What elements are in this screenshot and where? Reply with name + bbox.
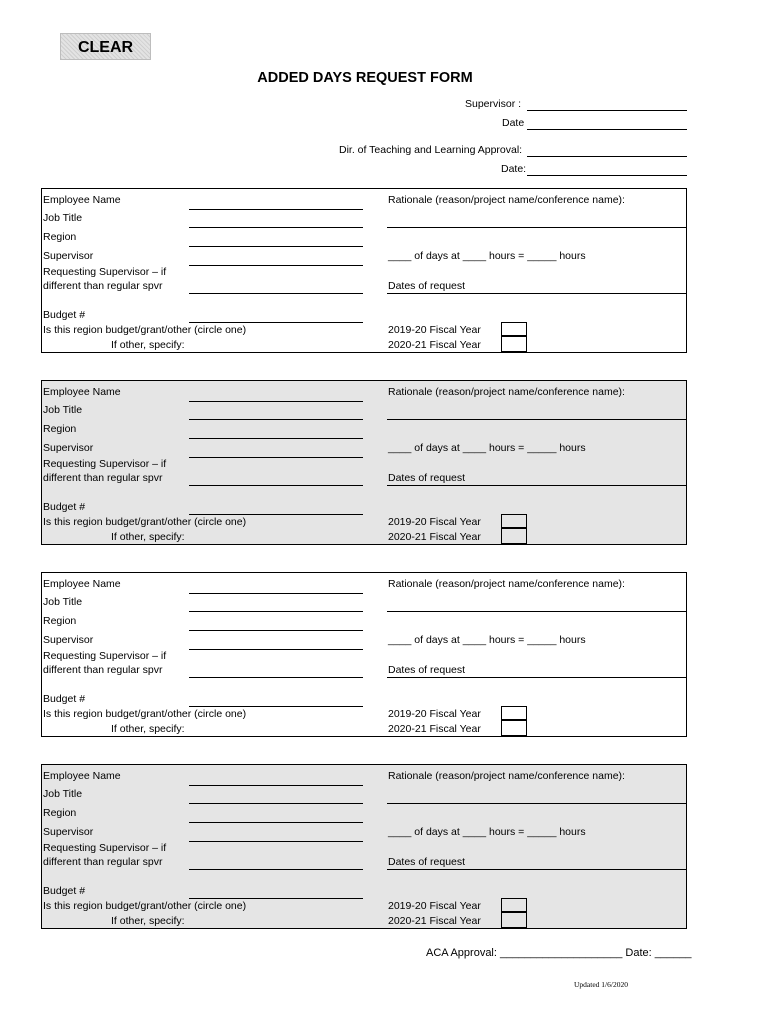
fy-2020-21-label: 2020-21 Fiscal Year: [388, 723, 481, 735]
job-title-field[interactable]: [189, 227, 363, 228]
if-other-label: If other, specify:: [111, 915, 185, 927]
job-title-label: Job Title: [43, 596, 83, 608]
dtl-approval-field[interactable]: [527, 156, 687, 157]
fy-2019-20-label: 2019-20 Fiscal Year: [388, 900, 481, 912]
requesting-supervisor-label: Requesting Supervisor – if: [43, 458, 167, 470]
days-hours-label: ____ of days at ____ hours = _____ hours: [388, 442, 586, 454]
job-title-field[interactable]: [189, 419, 363, 420]
employee-name-label: Employee Name: [43, 194, 121, 206]
fy-2020-21-checkbox[interactable]: [501, 528, 527, 544]
divider: [387, 869, 686, 870]
days-hours-label: ____ of days at ____ hours = _____ hours: [388, 826, 586, 838]
fy-2020-21-checkbox[interactable]: [501, 336, 527, 352]
supervisor-field[interactable]: [189, 649, 363, 650]
employee-name-label: Employee Name: [43, 770, 121, 782]
employee-name-field[interactable]: [189, 785, 363, 786]
supervisor-label: Supervisor :: [465, 98, 522, 110]
requesting-supervisor-label: Requesting Supervisor – if: [43, 650, 167, 662]
budget-label: Budget #: [43, 501, 86, 513]
dtl-approval-label: Dir. of Teaching and Learning Approval:: [339, 144, 523, 156]
rationale-field[interactable]: [387, 803, 686, 804]
if-other-label: If other, specify:: [111, 339, 185, 351]
rationale-label: Rationale (reason/project name/conference name):: [388, 386, 625, 398]
rationale-field[interactable]: [387, 419, 686, 420]
region-field[interactable]: [189, 822, 363, 823]
rationale-label: Rationale (reason/project name/conference name):: [388, 770, 625, 782]
date2-label: Date:: [501, 163, 527, 175]
if-other-label: If other, specify:: [111, 531, 185, 543]
requesting-supervisor-field[interactable]: [189, 485, 363, 486]
dates-of-request-label: Dates of request: [388, 664, 466, 676]
requesting-supervisor-label-2: different than regular spvr: [43, 856, 163, 868]
rationale-label: Rationale (reason/project name/conference name):: [388, 578, 625, 590]
region-field[interactable]: [189, 438, 363, 439]
requesting-supervisor-field[interactable]: [189, 293, 363, 294]
employee-request-block-4: [41, 764, 687, 929]
employee-name-field[interactable]: [189, 593, 363, 594]
region-budget-label: Is this region budget/grant/other (circle one): [43, 900, 247, 912]
fy-2020-21-label: 2020-21 Fiscal Year: [388, 531, 481, 543]
divider: [387, 485, 686, 486]
fy-2020-21-label: 2020-21 Fiscal Year: [388, 339, 481, 351]
region-field[interactable]: [189, 630, 363, 631]
page-title: ADDED DAYS REQUEST FORM: [257, 70, 473, 86]
dates-of-request-label: Dates of request: [388, 472, 466, 484]
employee-request-block-1: [41, 188, 687, 353]
budget-field[interactable]: [189, 706, 363, 707]
region-budget-label: Is this region budget/grant/other (circle one): [43, 516, 247, 528]
divider: [387, 293, 686, 294]
employee-request-block-3: [41, 572, 687, 737]
requesting-supervisor-field[interactable]: [189, 869, 363, 870]
region-label: Region: [43, 807, 77, 819]
budget-field[interactable]: [189, 322, 363, 323]
supervisor-label: Supervisor: [43, 634, 94, 646]
budget-label: Budget #: [43, 309, 86, 321]
supervisor-signature-field[interactable]: [527, 110, 687, 111]
requesting-supervisor-field[interactable]: [189, 677, 363, 678]
fy-2019-20-checkbox[interactable]: [501, 898, 527, 912]
requesting-supervisor-label-2: different than regular spvr: [43, 664, 163, 676]
job-title-label: Job Title: [43, 212, 83, 224]
requesting-supervisor-label: Requesting Supervisor – if: [43, 266, 167, 278]
fy-2020-21-checkbox[interactable]: [501, 912, 527, 928]
budget-field[interactable]: [189, 514, 363, 515]
employee-name-label: Employee Name: [43, 578, 121, 590]
region-label: Region: [43, 423, 77, 435]
supervisor-label: Supervisor: [43, 442, 94, 454]
region-label: Region: [43, 615, 77, 627]
fy-2019-20-checkbox[interactable]: [501, 706, 527, 720]
supervisor-field[interactable]: [189, 265, 363, 266]
region-budget-label: Is this region budget/grant/other (circle one): [43, 324, 247, 336]
if-other-label: If other, specify:: [111, 723, 185, 735]
days-hours-label: ____ of days at ____ hours = _____ hours: [388, 634, 586, 646]
date-label: Date: [502, 117, 525, 129]
dates-of-request-label: Dates of request: [388, 856, 466, 868]
fy-2019-20-label: 2019-20 Fiscal Year: [388, 516, 481, 528]
job-title-field[interactable]: [189, 611, 363, 612]
employee-name-label: Employee Name: [43, 386, 121, 398]
supervisor-field[interactable]: [189, 841, 363, 842]
fy-2019-20-checkbox[interactable]: [501, 322, 527, 336]
fy-2019-20-label: 2019-20 Fiscal Year: [388, 324, 481, 336]
employee-request-block-2: [41, 380, 687, 545]
budget-label: Budget #: [43, 885, 86, 897]
fy-2020-21-checkbox[interactable]: [501, 720, 527, 736]
supervisor-date-field[interactable]: [527, 129, 687, 130]
job-title-label: Job Title: [43, 404, 83, 416]
supervisor-field[interactable]: [189, 457, 363, 458]
updated-date: Updated 1/6/2020: [574, 980, 628, 989]
fy-2020-21-label: 2020-21 Fiscal Year: [388, 915, 481, 927]
region-budget-label: Is this region budget/grant/other (circle one): [43, 708, 247, 720]
region-field[interactable]: [189, 246, 363, 247]
employee-name-field[interactable]: [189, 209, 363, 210]
divider: [387, 677, 686, 678]
rationale-field[interactable]: [387, 611, 686, 612]
budget-field[interactable]: [189, 898, 363, 899]
days-hours-label: ____ of days at ____ hours = _____ hours: [388, 250, 586, 262]
job-title-field[interactable]: [189, 803, 363, 804]
job-title-label: Job Title: [43, 788, 83, 800]
requesting-supervisor-label: Requesting Supervisor – if: [43, 842, 167, 854]
rationale-field[interactable]: [387, 227, 686, 228]
aca-approval-line[interactable]: ACA Approval: ____________________ Date: ______: [426, 947, 692, 959]
supervisor-label: Supervisor: [43, 826, 94, 838]
budget-label: Budget #: [43, 693, 86, 705]
supervisor-label: Supervisor: [43, 250, 94, 262]
fy-2019-20-label: 2019-20 Fiscal Year: [388, 708, 481, 720]
requesting-supervisor-label-2: different than regular spvr: [43, 280, 163, 292]
dates-of-request-label: Dates of request: [388, 280, 466, 292]
region-label: Region: [43, 231, 77, 243]
employee-name-field[interactable]: [189, 401, 363, 402]
dtl-date-field[interactable]: [527, 175, 687, 176]
requesting-supervisor-label-2: different than regular spvr: [43, 472, 163, 484]
fy-2019-20-checkbox[interactable]: [501, 514, 527, 528]
clear-button[interactable]: CLEAR: [60, 33, 151, 60]
rationale-label: Rationale (reason/project name/conference name):: [388, 194, 625, 206]
